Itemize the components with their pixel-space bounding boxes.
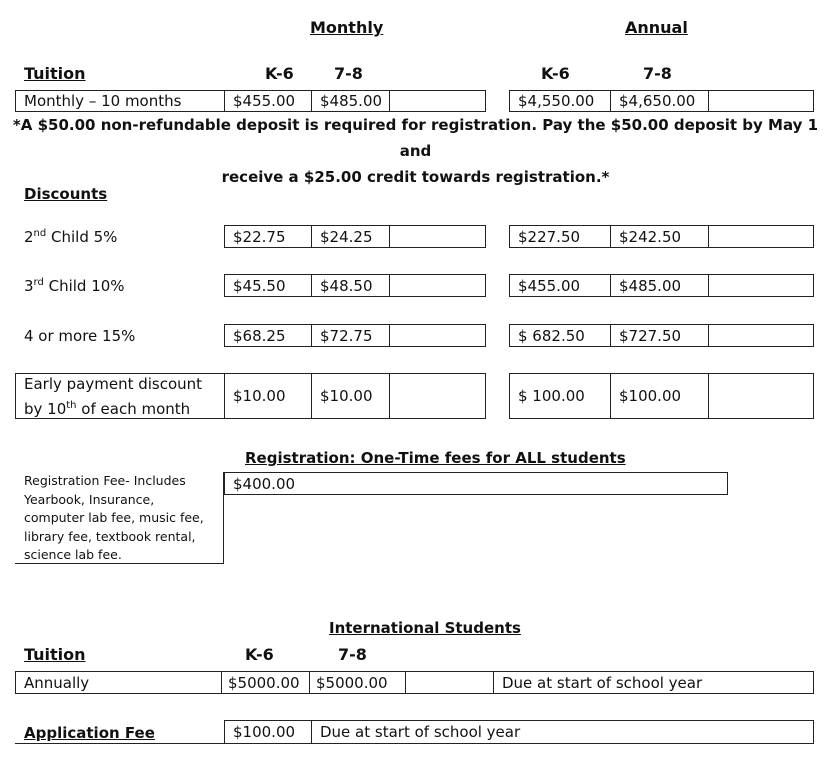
early-payment-label: [15, 373, 224, 419]
registration-fee-line: Registration Fee- Includes: [24, 473, 186, 488]
discount-4plus-monthly-78: $72.75: [311, 324, 389, 347]
discount-2nd-annual-blank: [708, 225, 814, 248]
early-annual-k6: $ 100.00: [509, 373, 610, 419]
discount-2nd-monthly-blank: [389, 225, 486, 248]
discount-2nd-monthly-k6: $22.75: [224, 225, 311, 248]
discount-4plus-annual-k6: $ 682.50: [509, 324, 610, 347]
discount-label-3rd: 3rd Child 10%: [24, 277, 125, 295]
early-payment-line2: by 10th of each month: [24, 399, 191, 418]
tuition-monthly-k6-value: $455.00: [233, 92, 296, 110]
application-fee-due: Due at start of school year: [311, 720, 814, 744]
tuition-annual-k6-value: $4,550.00: [518, 92, 595, 110]
tuition-annual-k6: [509, 90, 610, 112]
discount-3rd-monthly-k6: $45.50: [224, 274, 311, 297]
international-due: Due at start of school year: [493, 671, 814, 694]
discount-label-4plus: 4 or more 15%: [24, 327, 136, 345]
registration-fee-line: computer lab fee, music fee,: [24, 510, 204, 525]
registration-amount: $400.00: [224, 472, 728, 495]
discount-3rd-monthly-78: $48.50: [311, 274, 389, 297]
col-78-monthly: 7-8: [334, 64, 363, 83]
application-fee-amount: $100.00: [224, 720, 311, 744]
application-fee-rule: [15, 743, 224, 744]
tuition-row-label: [15, 90, 224, 112]
discount-4plus-monthly-blank: [389, 324, 486, 347]
discount-4plus-annual-78: $727.50: [610, 324, 708, 347]
tuition-monthly-k6: [224, 90, 311, 112]
tuition-monthly-78-value: $485.00: [320, 92, 383, 110]
discount-3rd-monthly-blank: [389, 274, 486, 297]
col-78-annual: 7-8: [643, 64, 672, 83]
deposit-note: [0, 112, 831, 190]
international-k6: $5000.00: [221, 671, 309, 694]
tuition-monthly-blank: [389, 90, 486, 112]
discount-2nd-monthly-78: $24.25: [311, 225, 389, 248]
international-tuition-title: Tuition: [24, 645, 86, 664]
registration-fee-line: Yearbook, Insurance,: [24, 491, 155, 507]
tuition-annual-blank: [708, 90, 814, 112]
discount-2nd-annual-78: $242.50: [610, 225, 708, 248]
annual-header: Annual: [625, 18, 688, 37]
international-blank: [405, 671, 493, 694]
tuition-row-label-text: Monthly – 10 months: [24, 92, 182, 110]
discount-2nd-annual-k6: $227.50: [509, 225, 610, 248]
international-row-label: Annually: [15, 671, 221, 694]
early-annual-78: $100.00: [610, 373, 708, 419]
monthly-header: Monthly: [310, 18, 384, 37]
col-k6-annual: K-6: [541, 64, 570, 83]
international-78: $5000.00: [309, 671, 405, 694]
registration-fee-description: [24, 472, 204, 565]
early-monthly-78: $10.00: [311, 373, 389, 419]
discount-3rd-annual-k6: $455.00: [509, 274, 610, 297]
deposit-note-line1: *A $50.00 non-refundable deposit is required for registration. Pay the $50.00 deposit by May 1 and: [12, 116, 819, 160]
discounts-title: Discounts: [24, 185, 108, 203]
international-title: International Students: [329, 619, 521, 637]
international-col-k6: K-6: [245, 645, 274, 664]
tuition-annual-78-value: $4,650.00: [619, 92, 696, 110]
early-monthly-k6: $10.00: [224, 373, 311, 419]
registration-title: Registration: One-Time fees for ALL students: [245, 449, 626, 467]
discount-label-2nd: 2nd Child 5%: [24, 228, 118, 246]
tuition-annual-78: [610, 90, 708, 112]
early-payment-line1: Early payment discount: [24, 374, 203, 393]
early-monthly-blank: [389, 373, 486, 419]
tuition-title: Tuition: [24, 64, 86, 83]
registration-bottom-rule: [15, 563, 224, 564]
discount-4plus-annual-blank: [708, 324, 814, 347]
tuition-monthly-78: [311, 90, 389, 112]
registration-fee-line: science lab fee.: [24, 547, 122, 562]
discount-3rd-annual-78: $485.00: [610, 274, 708, 297]
discount-3rd-annual-blank: [708, 274, 814, 297]
application-fee-label: Application Fee: [24, 724, 155, 742]
international-col-78: 7-8: [338, 645, 367, 664]
registration-fee-line: library fee, textbook rental,: [24, 528, 196, 544]
col-k6-monthly: K-6: [265, 64, 294, 83]
deposit-note-line2: receive a $25.00 credit towards registration.*: [221, 168, 610, 186]
discount-4plus-monthly-k6: $68.25: [224, 324, 311, 347]
early-annual-blank: [708, 373, 814, 419]
